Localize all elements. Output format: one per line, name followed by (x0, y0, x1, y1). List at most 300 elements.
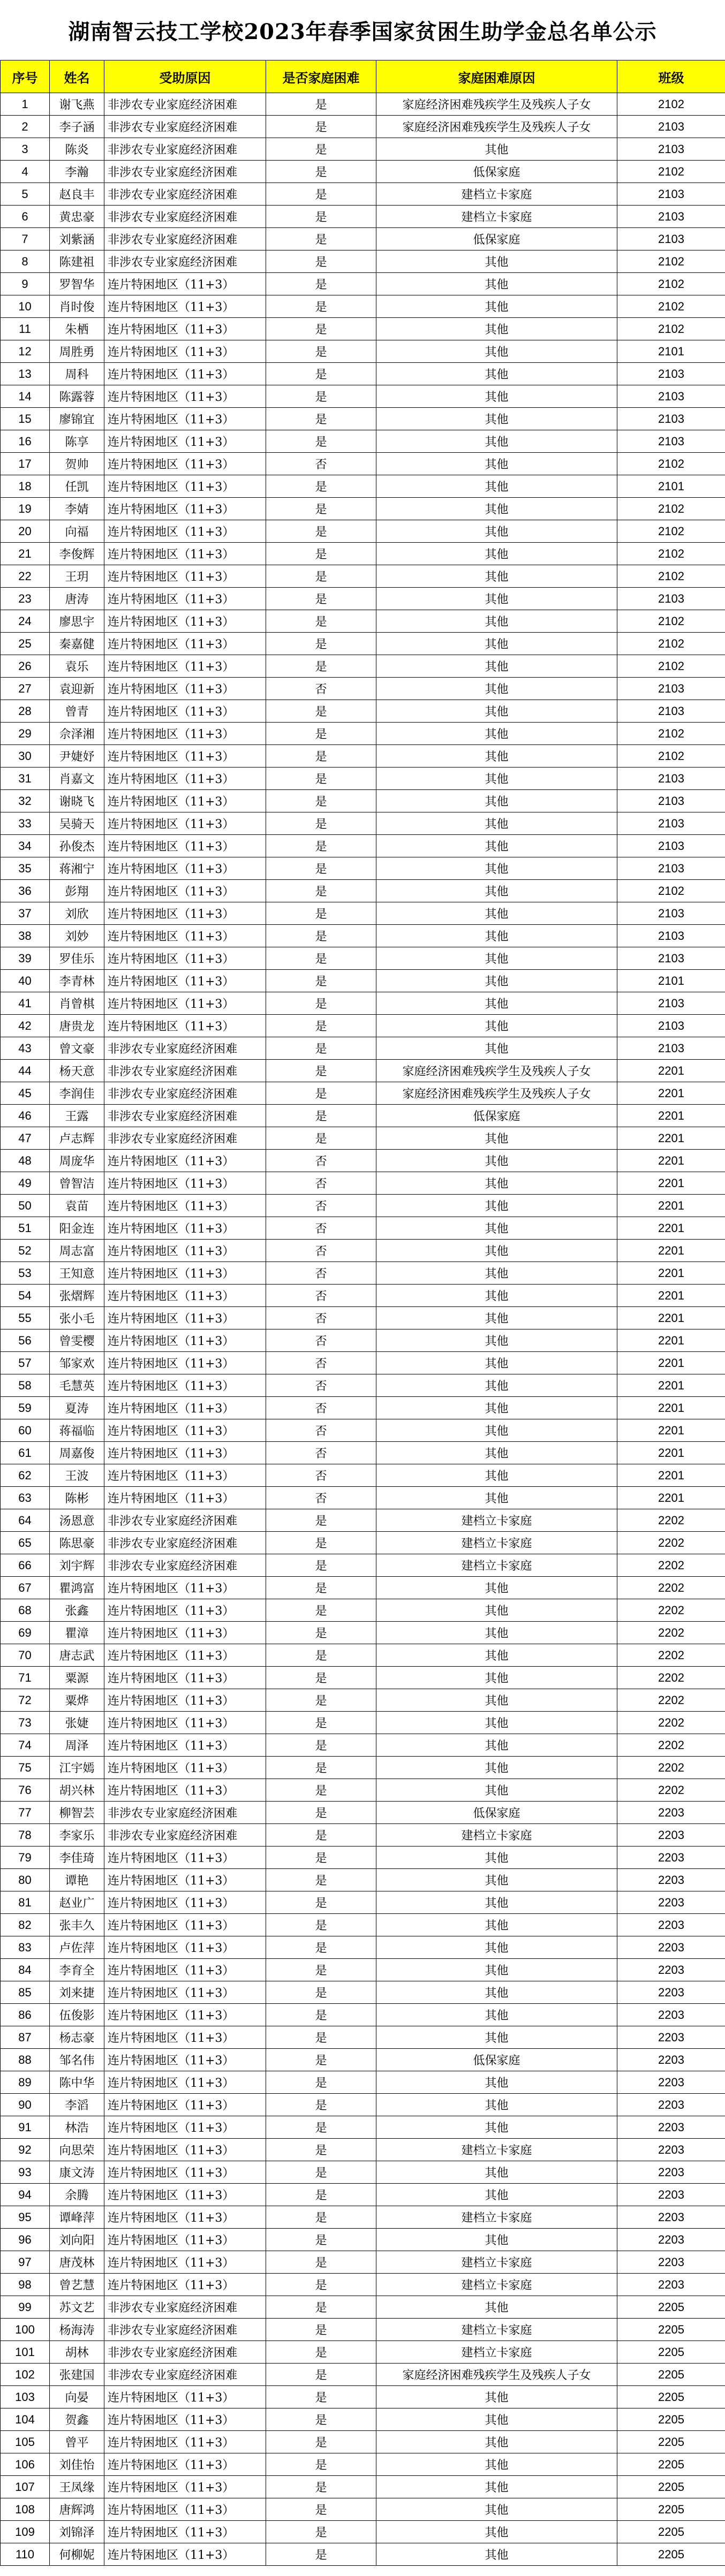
cell-hardship-flag: 是 (266, 1734, 376, 1757)
table-row (1, 2296, 725, 2319)
cell-aid-reason: 连片特困地区（11+3） (104, 790, 266, 812)
cell-hardship-flag: 是 (266, 1082, 376, 1105)
cell-name: 肖曾棋 (50, 992, 104, 1015)
cell-name: 王知意 (50, 1262, 104, 1285)
cell-aid-reason: 连片特困地区（11+3） (104, 1442, 266, 1464)
cell-name: 曾雯樱 (50, 1329, 104, 1352)
cell-index: 86 (1, 2004, 50, 2026)
cell-aid-reason: 连片特困地区（11+3） (104, 2206, 266, 2229)
cell-hardship-flag: 否 (266, 1487, 376, 1509)
table-row (1, 902, 725, 925)
cell-hardship-flag: 是 (266, 1891, 376, 1914)
cell-hardship-reason: 其他 (376, 790, 617, 812)
table-row (1, 1622, 725, 1644)
cell-aid-reason: 非涉农专业家庭经济困难 (104, 206, 266, 228)
cell-hardship-reason: 其他 (376, 1846, 617, 1869)
cell-name: 李俊辉 (50, 543, 104, 565)
cell-class: 2201 (617, 1150, 725, 1172)
cell-name: 陈享 (50, 430, 104, 453)
cell-hardship-flag: 否 (266, 1464, 376, 1487)
cell-index: 6 (1, 206, 50, 228)
cell-name: 谢晓飞 (50, 790, 104, 812)
table-row (1, 1936, 725, 1959)
cell-name: 刘佳怡 (50, 2453, 104, 2476)
cell-aid-reason: 连片特困地区（11+3） (104, 1577, 266, 1599)
cell-aid-reason: 连片特困地区（11+3） (104, 610, 266, 633)
cell-aid-reason: 连片特困地区（11+3） (104, 1667, 266, 1689)
table-row (1, 1667, 725, 1689)
cell-class: 2203 (617, 1959, 725, 1981)
cell-name: 阳金连 (50, 1217, 104, 1240)
cell-hardship-reason: 其他 (376, 678, 617, 700)
cell-hardship-flag: 是 (266, 295, 376, 318)
cell-hardship-reason: 其他 (376, 2071, 617, 2094)
cell-hardship-reason: 其他 (376, 1667, 617, 1689)
cell-class: 2102 (617, 520, 725, 543)
cell-name: 曾艺慧 (50, 2274, 104, 2296)
cell-class: 2101 (617, 340, 725, 363)
cell-name: 卢佐萍 (50, 1936, 104, 1959)
cell-index: 69 (1, 1622, 50, 1644)
cell-index: 59 (1, 1397, 50, 1419)
cell-class: 2103 (617, 678, 725, 700)
table-row (1, 2004, 725, 2026)
table-row (1, 1802, 725, 1824)
cell-aid-reason: 连片特困地区（11+3） (104, 1464, 266, 1487)
cell-class: 2202 (617, 1509, 725, 1532)
cell-aid-reason: 连片特困地区（11+3） (104, 925, 266, 947)
cell-name: 尹婕妤 (50, 745, 104, 768)
cell-hardship-reason: 其他 (376, 1442, 617, 1464)
cell-name: 任凯 (50, 475, 104, 498)
cell-hardship-flag: 是 (266, 790, 376, 812)
table-row (1, 2206, 725, 2229)
table-row (1, 1397, 725, 1419)
table-row (1, 588, 725, 610)
cell-aid-reason: 非涉农专业家庭经济困难 (104, 250, 266, 273)
cell-hardship-reason: 其他 (376, 1374, 617, 1397)
table-row (1, 250, 725, 273)
cell-hardship-flag: 是 (266, 430, 376, 453)
table-row (1, 1712, 725, 1734)
cell-hardship-flag: 是 (266, 1802, 376, 1824)
cell-hardship-reason: 其他 (376, 273, 617, 295)
cell-index: 34 (1, 835, 50, 857)
cell-aid-reason: 非涉农专业家庭经济困难 (104, 1037, 266, 1060)
cell-hardship-flag: 是 (266, 768, 376, 790)
table-row (1, 1419, 725, 1442)
cell-hardship-reason: 其他 (376, 1195, 617, 1217)
cell-hardship-flag: 是 (266, 2116, 376, 2139)
cell-class: 2203 (617, 1802, 725, 1824)
cell-name: 李子涵 (50, 116, 104, 138)
cell-index: 20 (1, 520, 50, 543)
table-row (1, 1150, 725, 1172)
cell-hardship-reason: 其他 (376, 1622, 617, 1644)
cell-name: 张熠辉 (50, 1285, 104, 1307)
cell-name: 唐辉鸿 (50, 2498, 104, 2521)
cell-hardship-reason: 家庭经济困难残疾学生及残疾人子女 (376, 1082, 617, 1105)
cell-index: 15 (1, 408, 50, 430)
cell-class: 2202 (617, 1757, 725, 1779)
cell-aid-reason: 连片特困地区（11+3） (104, 835, 266, 857)
table-row (1, 2341, 725, 2364)
table-row (1, 2161, 725, 2184)
cell-class: 2201 (617, 1352, 725, 1374)
table-row (1, 2386, 725, 2408)
cell-hardship-flag: 是 (266, 1757, 376, 1779)
cell-class: 2103 (617, 700, 725, 723)
cell-name: 卢志辉 (50, 1127, 104, 1150)
cell-class: 2103 (617, 588, 725, 610)
table-row (1, 1779, 725, 1802)
cell-class: 2201 (617, 1172, 725, 1195)
cell-class: 2102 (617, 453, 725, 475)
cell-class: 2201 (617, 1285, 725, 1307)
cell-aid-reason: 连片特困地区（11+3） (104, 2498, 266, 2521)
cell-index: 3 (1, 138, 50, 161)
cell-name: 康文涛 (50, 2161, 104, 2184)
cell-class: 2202 (617, 1554, 725, 1577)
cell-class: 2103 (617, 430, 725, 453)
cell-hardship-reason: 其他 (376, 1419, 617, 1442)
header-class: 班级 (617, 60, 725, 93)
cell-hardship-reason: 其他 (376, 430, 617, 453)
cell-class: 2201 (617, 1217, 725, 1240)
cell-aid-reason: 连片特困地区（11+3） (104, 2049, 266, 2071)
cell-aid-reason: 连片特困地区（11+3） (104, 1195, 266, 1217)
cell-hardship-reason: 其他 (376, 2453, 617, 2476)
cell-index: 30 (1, 745, 50, 768)
cell-class: 2203 (617, 2116, 725, 2139)
cell-aid-reason: 连片特困地区（11+3） (104, 498, 266, 520)
cell-aid-reason: 连片特困地区（11+3） (104, 1712, 266, 1734)
cell-hardship-flag: 是 (266, 2139, 376, 2161)
cell-hardship-reason: 其他 (376, 633, 617, 655)
table-row (1, 228, 725, 250)
cell-name: 陈炎 (50, 138, 104, 161)
cell-name: 廖锦宜 (50, 408, 104, 430)
cell-index: 97 (1, 2251, 50, 2274)
table-row (1, 2431, 725, 2453)
cell-hardship-flag: 是 (266, 2251, 376, 2274)
cell-aid-reason: 连片特困地区（11+3） (104, 2094, 266, 2116)
cell-index: 65 (1, 1532, 50, 1554)
cell-name: 陈建祖 (50, 250, 104, 273)
table-row (1, 880, 725, 902)
cell-hardship-flag: 是 (266, 116, 376, 138)
cell-class: 2205 (617, 2296, 725, 2319)
cell-index: 47 (1, 1127, 50, 1150)
cell-index: 88 (1, 2049, 50, 2071)
cell-class: 2102 (617, 880, 725, 902)
cell-hardship-reason: 其他 (376, 655, 617, 678)
cell-class: 2205 (617, 2386, 725, 2408)
cell-class: 2102 (617, 543, 725, 565)
cell-hardship-reason: 其他 (376, 700, 617, 723)
table-row (1, 1914, 725, 1936)
cell-hardship-reason: 其他 (376, 1329, 617, 1352)
cell-aid-reason: 连片特困地区（11+3） (104, 1374, 266, 1397)
cell-index: 31 (1, 768, 50, 790)
cell-aid-reason: 非涉农专业家庭经济困难 (104, 2364, 266, 2386)
cell-class: 2203 (617, 2004, 725, 2026)
cell-hardship-flag: 否 (266, 453, 376, 475)
table-row (1, 1352, 725, 1374)
table-row (1, 678, 725, 700)
table-row (1, 161, 725, 183)
cell-name: 廖思宇 (50, 610, 104, 633)
cell-index: 103 (1, 2386, 50, 2408)
table-row (1, 1509, 725, 1532)
cell-hardship-reason: 其他 (376, 925, 617, 947)
cell-hardship-flag: 是 (266, 1824, 376, 1846)
cell-class: 2103 (617, 228, 725, 250)
cell-name: 刘锦泽 (50, 2521, 104, 2543)
cell-class: 2202 (617, 1532, 725, 1554)
cell-class: 2205 (617, 2521, 725, 2543)
cell-aid-reason: 连片特困地区（11+3） (104, 2274, 266, 2296)
cell-aid-reason: 连片特困地区（11+3） (104, 880, 266, 902)
cell-aid-reason: 连片特困地区（11+3） (104, 768, 266, 790)
cell-hardship-reason: 低保家庭 (376, 2049, 617, 2071)
cell-hardship-flag: 是 (266, 2319, 376, 2341)
cell-aid-reason: 非涉农专业家庭经济困难 (104, 161, 266, 183)
cell-name: 张鑫 (50, 1599, 104, 1622)
cell-aid-reason: 连片特困地区（11+3） (104, 1779, 266, 1802)
cell-index: 98 (1, 2274, 50, 2296)
cell-aid-reason: 非涉农专业家庭经济困难 (104, 1127, 266, 1150)
cell-hardship-reason: 其他 (376, 2004, 617, 2026)
cell-hardship-reason: 建档立卡家庭 (376, 2319, 617, 2341)
cell-aid-reason: 连片特困地区（11+3） (104, 385, 266, 408)
cell-hardship-flag: 否 (266, 1442, 376, 1464)
cell-hardship-flag: 否 (266, 1217, 376, 1240)
cell-class: 2203 (617, 2094, 725, 2116)
cell-hardship-reason: 家庭经济困难残疾学生及残疾人子女 (376, 116, 617, 138)
cell-name: 周嘉俊 (50, 1442, 104, 1464)
cell-hardship-flag: 是 (266, 2296, 376, 2319)
cell-name: 刘向阳 (50, 2229, 104, 2251)
cell-index: 80 (1, 1869, 50, 1891)
cell-hardship-reason: 建档立卡家庭 (376, 2206, 617, 2229)
cell-name: 杨海涛 (50, 2319, 104, 2341)
cell-aid-reason: 非涉农专业家庭经济困难 (104, 1082, 266, 1105)
cell-class: 2203 (617, 2071, 725, 2094)
cell-aid-reason: 非涉农专业家庭经济困难 (104, 2319, 266, 2341)
cell-class: 2102 (617, 93, 725, 116)
table-row (1, 925, 725, 947)
cell-index: 46 (1, 1105, 50, 1127)
cell-name: 吴骑天 (50, 812, 104, 835)
cell-class: 2203 (617, 2251, 725, 2274)
table-row (1, 1374, 725, 1397)
cell-hardship-flag: 是 (266, 1015, 376, 1037)
cell-index: 22 (1, 565, 50, 588)
table-row (1, 700, 725, 723)
cell-name: 赵业广 (50, 1891, 104, 1914)
cell-hardship-flag: 是 (266, 93, 376, 116)
cell-index: 64 (1, 1509, 50, 1532)
cell-name: 柳智芸 (50, 1802, 104, 1824)
cell-name: 周庞华 (50, 1150, 104, 1172)
cell-class: 2201 (617, 1082, 725, 1105)
cell-class: 2102 (617, 161, 725, 183)
cell-hardship-reason: 其他 (376, 1644, 617, 1667)
cell-aid-reason: 连片特困地区（11+3） (104, 1329, 266, 1352)
cell-class: 2202 (617, 1644, 725, 1667)
cell-aid-reason: 连片特困地区（11+3） (104, 1240, 266, 1262)
cell-index: 81 (1, 1891, 50, 1914)
cell-aid-reason: 连片特困地区（11+3） (104, 295, 266, 318)
cell-index: 78 (1, 1824, 50, 1846)
cell-class: 2103 (617, 385, 725, 408)
cell-index: 94 (1, 2184, 50, 2206)
cell-aid-reason: 连片特困地区（11+3） (104, 1015, 266, 1037)
cell-aid-reason: 连片特困地区（11+3） (104, 947, 266, 970)
table-row (1, 970, 725, 992)
table-row (1, 2408, 725, 2431)
cell-hardship-flag: 是 (266, 2386, 376, 2408)
cell-hardship-flag: 是 (266, 206, 376, 228)
table-row (1, 1329, 725, 1352)
cell-hardship-reason: 其他 (376, 250, 617, 273)
table-row (1, 2094, 725, 2116)
cell-index: 50 (1, 1195, 50, 1217)
cell-hardship-reason: 其他 (376, 1599, 617, 1622)
cell-index: 90 (1, 2094, 50, 2116)
cell-name: 李婧 (50, 498, 104, 520)
cell-hardship-flag: 是 (266, 228, 376, 250)
cell-class: 2102 (617, 723, 725, 745)
cell-aid-reason: 连片特困地区（11+3） (104, 408, 266, 430)
cell-class: 2203 (617, 2229, 725, 2251)
cell-name: 谭艳 (50, 1869, 104, 1891)
cell-aid-reason: 连片特困地区（11+3） (104, 588, 266, 610)
cell-name: 曾文豪 (50, 1037, 104, 1060)
cell-hardship-flag: 是 (266, 2229, 376, 2251)
cell-hardship-flag: 是 (266, 1846, 376, 1869)
cell-aid-reason: 连片特困地区（11+3） (104, 2386, 266, 2408)
cell-name: 佘泽湘 (50, 723, 104, 745)
cell-hardship-reason: 其他 (376, 1577, 617, 1599)
cell-class: 2202 (617, 1689, 725, 1712)
cell-hardship-reason: 家庭经济困难残疾学生及残疾人子女 (376, 2364, 617, 2386)
table-row (1, 2229, 725, 2251)
cell-aid-reason: 连片特困地区（11+3） (104, 1285, 266, 1307)
cell-hardship-flag: 是 (266, 2049, 376, 2071)
cell-index: 32 (1, 790, 50, 812)
cell-index: 71 (1, 1667, 50, 1689)
cell-hardship-reason: 低保家庭 (376, 228, 617, 250)
cell-hardship-reason: 其他 (376, 138, 617, 161)
cell-aid-reason: 非涉农专业家庭经济困难 (104, 93, 266, 116)
cell-hardship-flag: 是 (266, 543, 376, 565)
cell-hardship-flag: 是 (266, 2364, 376, 2386)
cell-hardship-flag: 是 (266, 520, 376, 543)
cell-hardship-flag: 是 (266, 655, 376, 678)
cell-name: 瞿漳 (50, 1622, 104, 1644)
cell-hardship-reason: 建档立卡家庭 (376, 183, 617, 206)
cell-name: 何柳妮 (50, 2543, 104, 2566)
cell-index: 99 (1, 2296, 50, 2319)
cell-hardship-flag: 是 (266, 723, 376, 745)
cell-hardship-flag: 是 (266, 2094, 376, 2116)
cell-hardship-flag: 是 (266, 2408, 376, 2431)
table-row (1, 453, 725, 475)
cell-name: 陈露蓉 (50, 385, 104, 408)
table-row (1, 430, 725, 453)
cell-hardship-flag: 是 (266, 1554, 376, 1577)
cell-index: 100 (1, 2319, 50, 2341)
cell-aid-reason: 连片特困地区（11+3） (104, 453, 266, 475)
cell-name: 唐贵龙 (50, 1015, 104, 1037)
cell-hardship-reason: 其他 (376, 1757, 617, 1779)
cell-index: 13 (1, 363, 50, 385)
cell-hardship-reason: 其他 (376, 363, 617, 385)
cell-hardship-reason: 其他 (376, 857, 617, 880)
cell-hardship-reason: 其他 (376, 835, 617, 857)
cell-hardship-flag: 是 (266, 565, 376, 588)
cell-index: 10 (1, 295, 50, 318)
cell-class: 2103 (617, 116, 725, 138)
table-row (1, 812, 725, 835)
table-row (1, 2453, 725, 2476)
cell-index: 87 (1, 2026, 50, 2049)
cell-name: 杨天意 (50, 1060, 104, 1082)
cell-hardship-flag: 是 (266, 1060, 376, 1082)
cell-hardship-reason: 其他 (376, 1712, 617, 1734)
cell-class: 2103 (617, 857, 725, 880)
cell-aid-reason: 非涉农专业家庭经济困难 (104, 1532, 266, 1554)
cell-name: 粟烨 (50, 1689, 104, 1712)
cell-index: 39 (1, 947, 50, 970)
cell-aid-reason: 连片特困地区（11+3） (104, 1891, 266, 1914)
cell-hardship-reason: 其他 (376, 1689, 617, 1712)
cell-class: 2103 (617, 206, 725, 228)
cell-name: 朱栖 (50, 318, 104, 340)
cell-index: 45 (1, 1082, 50, 1105)
cell-class: 2201 (617, 1060, 725, 1082)
table-row (1, 1599, 725, 1622)
cell-hardship-flag: 是 (266, 340, 376, 363)
cell-aid-reason: 连片特困地区（11+3） (104, 2116, 266, 2139)
cell-hardship-reason: 其他 (376, 1981, 617, 2004)
cell-hardship-flag: 是 (266, 1936, 376, 1959)
cell-hardship-flag: 是 (266, 2004, 376, 2026)
cell-name: 曾平 (50, 2431, 104, 2453)
cell-index: 7 (1, 228, 50, 250)
cell-name: 胡兴林 (50, 1779, 104, 1802)
cell-aid-reason: 非涉农专业家庭经济困难 (104, 1509, 266, 1532)
cell-name: 王波 (50, 1464, 104, 1487)
cell-hardship-flag: 是 (266, 1532, 376, 1554)
table-row (1, 1105, 725, 1127)
cell-name: 张建国 (50, 2364, 104, 2386)
cell-hardship-reason: 其他 (376, 2521, 617, 2543)
cell-hardship-reason: 其他 (376, 723, 617, 745)
table-row (1, 1554, 725, 1577)
table-row (1, 498, 725, 520)
cell-index: 42 (1, 1015, 50, 1037)
table-row (1, 1959, 725, 1981)
cell-name: 彭翔 (50, 880, 104, 902)
cell-hardship-flag: 是 (266, 812, 376, 835)
cell-class: 2203 (617, 2026, 725, 2049)
cell-index: 21 (1, 543, 50, 565)
cell-aid-reason: 连片特困地区（11+3） (104, 1846, 266, 1869)
cell-hardship-flag: 否 (266, 1150, 376, 1172)
